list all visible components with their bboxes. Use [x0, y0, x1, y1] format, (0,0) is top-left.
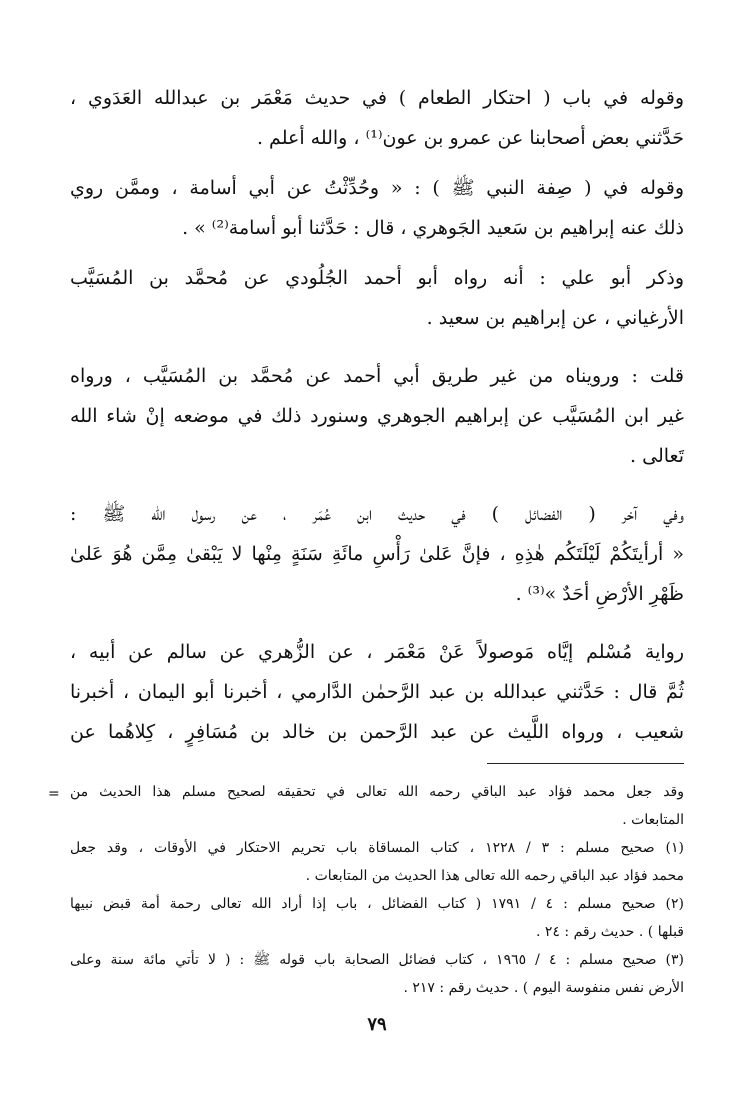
footnote-1 [70, 834, 684, 890]
text-line: رواية مُسْلم إيَّاه مَوصولاً عَنْ مَعْمَر ، عن الزُّهري عن سالم عن أبيه ، [70, 641, 684, 663]
page-number: ٧٩ [367, 1014, 387, 1035]
footnote-2 [70, 890, 684, 946]
footnote-3 [70, 946, 684, 1002]
text-line: وذكر أبو علي : أنه رواه أبو أحمد الجُلُودي عن مُحمَّد بن المُسَيَّب [70, 267, 684, 289]
paragraph-4 [70, 356, 684, 476]
text-line: وقوله في باب ( احتكار الطعام ) في حديث مَعْمَر بن عبدالله العَدَوي ، [70, 87, 684, 109]
text-line: تَعالى . [630, 445, 684, 467]
footnote-continuation-marker: = [48, 786, 60, 802]
text-line: حَدَّثني بعض أصحابنا عن عمرو بن عون⁽¹⁾ ، والله أعلم . [256, 127, 684, 149]
footnote-continued [70, 778, 684, 834]
footnote-line: (١) صحيح مسلم : ٣ / ١٢٢٨ ، كتاب المساقاة باب تحريم الاحتكار في الأوقات ، وقد جعل [70, 840, 684, 856]
footnote-line: الأرض نفس منفوسة اليوم ) . حديث رقم : ٢١٧ . [403, 980, 684, 996]
text-line: الأرغياني ، عن إبراهيم بن سعيد . [426, 307, 684, 329]
text-line: غير ابن المُسَيَّب عن إبراهيم الجوهري وسنورد ذلك في موضعه إنْ شاء الله [70, 405, 684, 427]
footnote-line: محمد فؤاد عبد الباقي رحمه الله تعالى هذا الحديث من المتابعات . [305, 868, 684, 884]
footnote-separator [487, 763, 684, 764]
text-line: ثُمَّ قال : حَدَّثني عبدالله بن عبد الرَّحمٰن الدَّارمي ، أخبرنا أبو اليمان ، أخبرنا [70, 681, 684, 703]
paragraph-3 [70, 258, 684, 338]
text-line: ذلك عنه إبراهيم بن سَعيد الجَوهري ، قال : حَدَّثنا أبو أسامة⁽²⁾ » . [182, 217, 684, 239]
footnote-line: المتابعات . [622, 812, 684, 828]
paragraph-5 [70, 494, 684, 614]
paragraph-1 [70, 78, 684, 158]
text-line: « أرأيتَكُمْ لَيْلَتَكُم هٰذِهِ ، فإنَّ عَلىٰ رَأْسِ مائَةِ سَنَةٍ مِنْها لا يَبْقىٰ مِمَّن هُوَ عَلىٰ [70, 543, 684, 565]
paragraph-2 [70, 168, 684, 248]
text-line: شعيب ، ورواه اللَّيث عن عبد الرَّحمن بن خالد بن مُسَافِرٍ ، كِلاهُما عن [70, 721, 684, 743]
text-line: وفي آخر ( الفضائل ) في حديث ابن عُمَر ، عن رسول الله ﷺ : [70, 503, 684, 525]
paragraph-6 [70, 632, 684, 752]
footnote-line: (٢) صحيح مسلم : ٤ / ١٧٩١ ( كتاب الفضائل ، باب إذا أراد الله تعالى رحمة أمة قبض نبيها [70, 896, 684, 912]
text-line: وقوله في ( صِفة النبي ﷺ ) : « وحُدِّثْتُ عن أبي أسامة ، وممَّن روي [70, 177, 684, 199]
text-line: قلت : ورويناه من غير طريق أبي أحمد عن مُحمَّد بن المُسَيَّب ، ورواه [70, 365, 684, 387]
footnote-line: وقد جعل محمد فؤاد عبد الباقي رحمه الله تعالى في تحقيقه لصحيح مسلم هذا الحديث من [70, 784, 684, 800]
text-line: ظَهْرِ الأرْضِ أحَدٌ »⁽³⁾ . [515, 583, 684, 605]
footnotes [70, 778, 684, 1002]
main-text [70, 78, 684, 752]
footnote-line: قبلها ) . حديث رقم : ٢٤ . [536, 924, 684, 940]
footnote-line: (٣) صحيح مسلم : ٤ / ١٩٦٥ ، كتاب فضائل الصحابة باب قوله ﷺ : ( لا تأتي مائة سنة وعلى [70, 952, 684, 968]
